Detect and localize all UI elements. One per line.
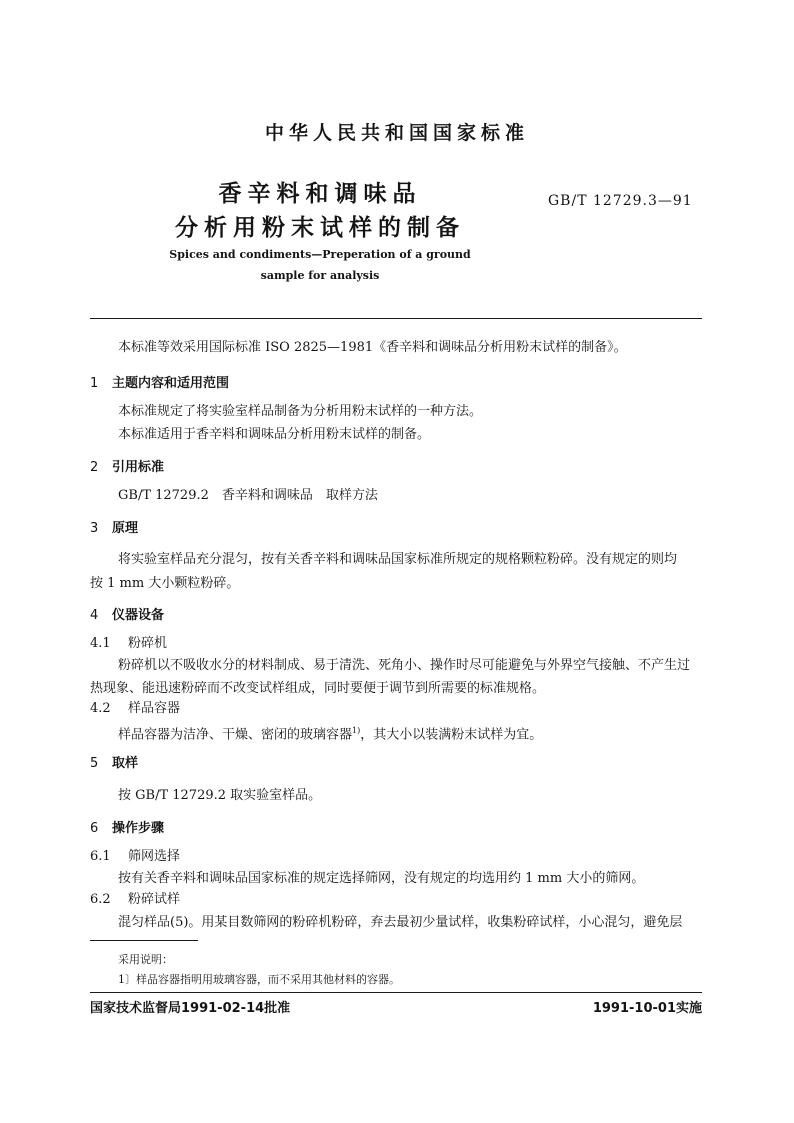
subsection-6-1-heading bbox=[90, 845, 180, 869]
footnote-divider bbox=[90, 940, 198, 941]
section-number: 2 bbox=[90, 460, 99, 475]
footnote-marker: 1) bbox=[352, 726, 361, 735]
subsection-number: 4.2 bbox=[90, 701, 111, 716]
section-number: 5 bbox=[90, 756, 99, 771]
section-1-heading bbox=[90, 372, 229, 391]
subsection-4-1-line-1: 粉碎机以不吸收水分的材料制成、易于清洗、死角小、操作时尽可能避免与外界空气接触、不产生过 bbox=[118, 658, 691, 673]
section-number: 3 bbox=[90, 521, 99, 536]
section-6-heading bbox=[90, 817, 164, 836]
subsection-4-2-heading bbox=[90, 697, 180, 721]
subsection-4-2-text bbox=[118, 719, 542, 747]
title-line-2: 分析用粉末试样的制备 bbox=[175, 215, 465, 241]
english-title-line-1: Spices and condiments—Preperation of a ground bbox=[169, 248, 471, 261]
section-5-paragraph: 按 GB/T 12729.2 取实验室样品。 bbox=[118, 788, 322, 803]
section-title: 取样 bbox=[112, 756, 139, 771]
subsection-title: 粉碎机 bbox=[128, 636, 168, 651]
section-1-paragraph-2: 本标准适用于香辛料和调味品分析用粉末试样的制备。 bbox=[118, 427, 431, 442]
section-3-line-2: 按 1 mm 大小颗粒粉碎。 bbox=[90, 576, 240, 591]
section-3-line-1: 将实验室样品充分混匀，按有关香辛料和调味品国家标准所规定的规格颗粒粉碎。没有规定的则均 bbox=[118, 552, 678, 567]
subsection-title: 样品容器 bbox=[128, 701, 181, 716]
section-title: 原理 bbox=[112, 521, 139, 536]
footer-divider bbox=[90, 992, 702, 993]
intro-paragraph: 本标准等效采用国际标准 ISO 2825—1981《香辛料和调味品分析用粉末试样的制备》。 bbox=[118, 340, 627, 355]
header-divider bbox=[90, 318, 702, 319]
standard-number: GB/T 12729.3—91 bbox=[548, 193, 693, 209]
approval-date: 国家技术监督局1991-02-14批准 bbox=[90, 1001, 291, 1016]
subsection-6-1-text: 按有关香辛料和调味品国家标准的规定选择筛网，没有规定的均选用约 1 mm 大小的筛网。 bbox=[118, 871, 645, 886]
footnote-label: 采用说明： bbox=[118, 953, 173, 966]
section-number: 1 bbox=[90, 376, 99, 391]
title-line-1: 香辛料和调味品 bbox=[218, 181, 422, 207]
section-1-paragraph-1: 本标准规定了将实验室样品制备为分析用粉末试样的一种方法。 bbox=[118, 404, 483, 419]
subsection-4-1-line-2: 热现象、能迅速粉碎而不改变试样组成，同时要便于调节到所需要的标准规格。 bbox=[90, 681, 546, 696]
subsection-4-1-heading bbox=[90, 632, 167, 656]
section-4-heading bbox=[90, 604, 164, 623]
section-5-heading bbox=[90, 752, 138, 771]
section-title: 操作步骤 bbox=[112, 821, 165, 836]
implementation-date: 1991-10-01实施 bbox=[592, 1001, 702, 1016]
subsection-6-2-heading bbox=[90, 888, 180, 912]
subsection-6-2-text: 混匀样品(5)。用某目数筛网的粉碎机粉碎，弃去最初少量试样，收集粉碎试样，小心混匀，避免层 bbox=[118, 915, 683, 930]
subsection-title: 粉碎试样 bbox=[128, 892, 181, 907]
english-title-line-2: sample for analysis bbox=[260, 269, 380, 282]
section-title: 仪器设备 bbox=[112, 608, 165, 623]
subsection-number: 6.2 bbox=[90, 892, 111, 907]
section-number: 6 bbox=[90, 821, 99, 836]
section-2-heading bbox=[90, 456, 164, 475]
subsection-number: 4.1 bbox=[90, 636, 111, 651]
section-title: 引用标准 bbox=[112, 460, 165, 475]
container-text-b: ，其大小以装满粉末试样为宜。 bbox=[360, 727, 543, 743]
subsection-number: 6.1 bbox=[90, 849, 111, 864]
container-text-a: 样品容器为洁净、干燥、密闭的玻璃容器 bbox=[118, 727, 353, 743]
subsection-title: 筛网选择 bbox=[128, 849, 181, 864]
section-2-reference: GB/T 12729.2 香辛料和调味品 取样方法 bbox=[118, 488, 378, 503]
national-standard-heading: 中华人民共和国国家标准 bbox=[264, 122, 529, 144]
section-title: 主题内容和适用范围 bbox=[112, 376, 230, 391]
section-number: 4 bbox=[90, 608, 99, 623]
footnote-text: 1〕样品容器指明用玻璃容器，而不采用其他材料的容器。 bbox=[118, 973, 400, 986]
section-3-heading bbox=[90, 517, 138, 536]
